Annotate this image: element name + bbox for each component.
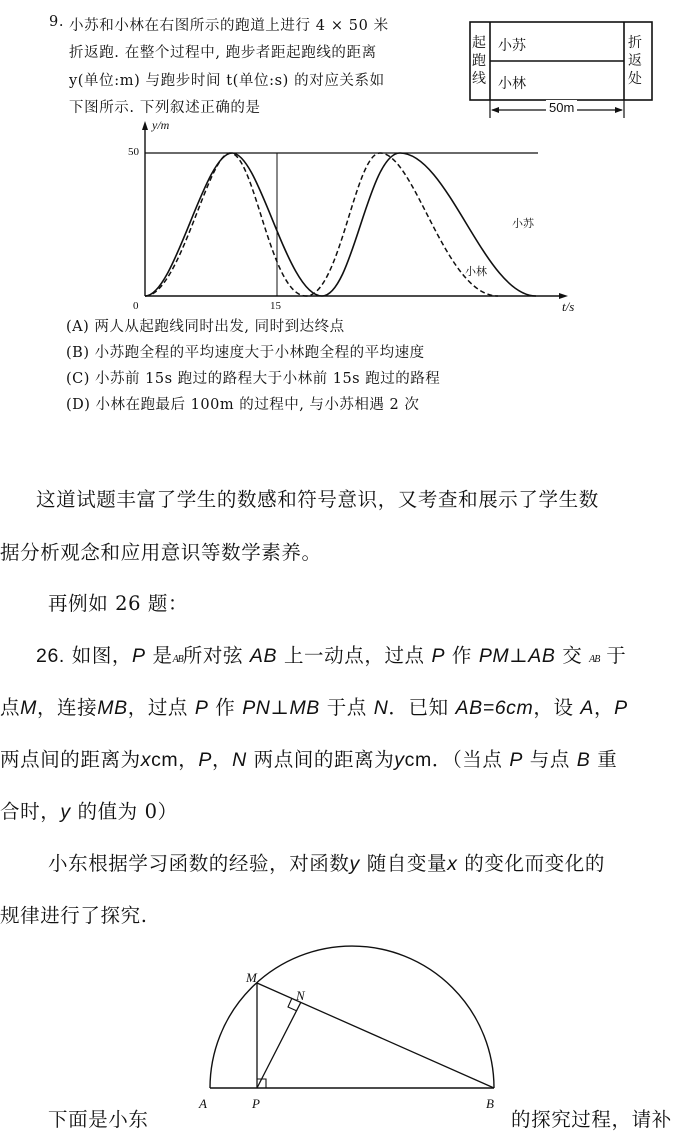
track-lane-lin: 小林	[498, 76, 526, 92]
distance-time-graph	[100, 118, 580, 318]
graph-x-tick-15: 15	[270, 300, 281, 312]
figure-label-b: B	[486, 1096, 494, 1111]
option-c: (C) 小苏前 15s 跑过的路程大于小林前 15s 跑过的路程	[66, 371, 441, 387]
arc-ab-symbol-2: AB	[589, 654, 600, 665]
q9-number: 9.	[49, 14, 65, 30]
para3-line2: 规律进行了探究.	[0, 904, 148, 927]
q26-line4: 合时，y 的值为 0）	[0, 800, 178, 823]
para3-line1: 小东根据学习函数的经验，对函数y 随自变量x 的变化而变化的	[48, 852, 605, 875]
q9-line-4: 下图所示. 下列叙述正确的是	[69, 100, 261, 116]
graph-label-xiaosu: 小苏	[512, 217, 534, 230]
q9-line-2: 折返跑. 在整个过程中, 跑步者距起跑线的距离	[69, 45, 377, 61]
figure-label-p: P	[252, 1096, 260, 1111]
segment-mb	[257, 983, 494, 1088]
semicircle-arc	[210, 946, 494, 1088]
bottom-right-text: 的探究过程，请补	[511, 1108, 672, 1131]
semicircle-figure	[200, 940, 510, 1110]
curve-xiaolin	[145, 153, 498, 296]
track-start-label: 起 跑 线	[472, 35, 486, 87]
segment-pn	[257, 1002, 301, 1088]
figure-label-m: M	[246, 970, 257, 985]
para1-line2: 据分析观念和应用意识等数学素养。	[0, 541, 322, 564]
graph-label-xiaolin: 小林	[465, 265, 487, 278]
arc-ab-symbol: AB	[172, 654, 183, 665]
graph-x-tick-0: 0	[133, 300, 139, 312]
track-turn-label: 折 返 处	[628, 35, 642, 87]
q26-line2: 点M，连接MB，过点 P 作 PN⊥MB 于点 N．已知 AB=6cm，设 A，P	[0, 696, 628, 719]
para2: 再例如 26 题：	[48, 592, 189, 615]
q9-line-1: 小苏和小林在右图所示的跑道上进行 4 × 50 米	[69, 18, 389, 34]
q9-line-3: y(单位:m) 与跑步时间 t(单位:s) 的对应关系如	[69, 73, 385, 89]
graph-y-tick-50: 50	[128, 146, 139, 158]
graph-x-label: t/s	[562, 299, 575, 314]
option-a: (A) 两人从起跑线同时出发, 同时到达终点	[66, 319, 345, 335]
option-b: (B) 小苏跑全程的平均速度大于小林跑全程的平均速度	[66, 345, 425, 361]
figure-label-n: N	[296, 988, 305, 1003]
bottom-left-text: 下面是小东	[48, 1108, 149, 1131]
graph-y-label: y/m	[152, 118, 170, 132]
figure-label-a: A	[199, 1096, 207, 1111]
q26-line1: 26. 如图，P 是AB所对弦 AB 上一动点，过点 P 作 PM⊥AB 交 AB 于	[36, 644, 627, 667]
track-length-label: 50m	[546, 100, 577, 115]
track-lane-su: 小苏	[498, 38, 526, 54]
option-d: (D) 小林在跑最后 100m 的过程中, 与小苏相遇 2 次	[66, 397, 420, 413]
q26-line3: 两点间的距离为xcm，P，N 两点间的距离为ycm．（当点 P 与点 B 重	[0, 748, 618, 771]
para1-line1: 这道试题丰富了学生的数感和符号意识，又考查和展示了学生数	[36, 488, 599, 511]
